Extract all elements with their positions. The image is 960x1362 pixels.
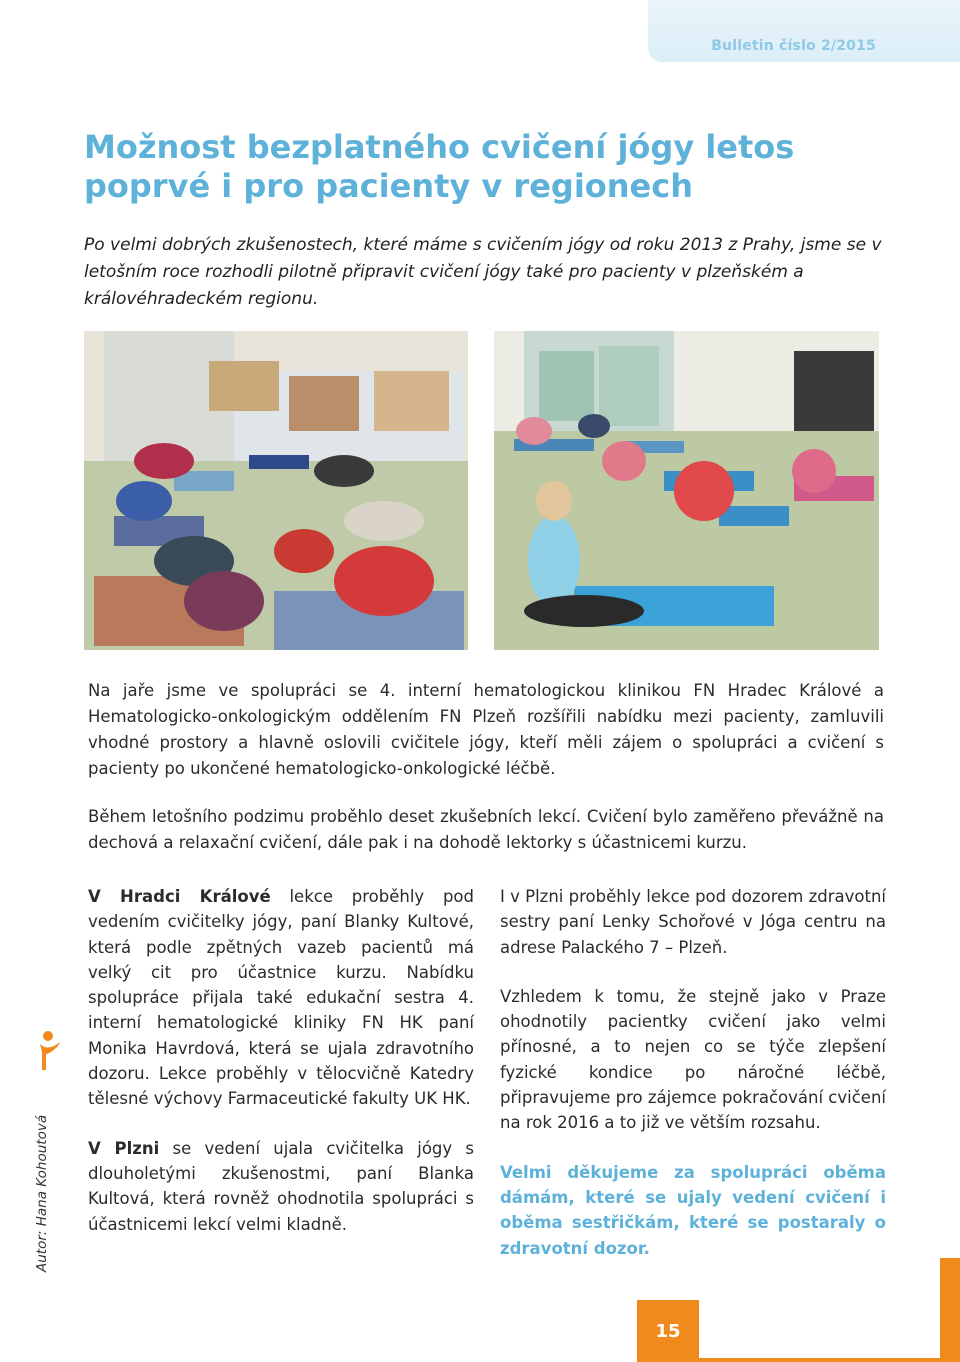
paragraph-1: Na jaře jsme ve spolupráci se 4. interní hematologickou klinikou FN Hradec Králové a Hematologicko-onkologickým oddělením FN Plzeň rozšířili nabídku mezi pacienty, zamluvili vhodné prostory a hlavně oslovili cvičitele jógy, kteří měli zájem o spolupráci a cvičení s pacienty po ukončené hematologicko-onkologické léčbě. [88, 681, 884, 778]
left-paragraph-2 [88, 1136, 474, 1237]
right-paragraph-2: Vzhledem k tomu, že stejně jako v Praze ohodnotily pacientky cvičení jako velmi přínosné, a to nejen co se týče zlepšení fyzické kondice po náročné léčbě, připravujeme pro zájemce pokračování cvičení na rok 2016 a to již ve větším rozsahu. [500, 986, 886, 1133]
article-lead: Po velmi dobrých zkušenostech, které máme s cvičením jógy od roku 2013 z Prahy, jsme se v letošním roce rozhodli pilotně připravit cvičení jógy také pro pacienty v plzeňském a královéhradeckém regionu. [84, 235, 882, 309]
left-paragraph-1 [88, 884, 474, 1112]
yoga-photo-left [84, 331, 468, 650]
title-line-2: poprvé i pro pacienty v regionech [84, 167, 693, 205]
author-person-icon [32, 1030, 64, 1074]
left-column [88, 884, 474, 1261]
author-credit: Autor: Hana Kohoutová [34, 1114, 50, 1272]
yoga-photo-right [494, 331, 879, 650]
plzen-label: V Plzni [88, 1138, 160, 1158]
right-column [500, 884, 886, 1285]
corner-decoration [940, 1258, 960, 1362]
closing-thanks: Velmi děkujeme za spolupráci oběma dámám, které se ujaly vedení cvičení i oběma sestřičkám, které se postaraly o zdravotní dozor. [500, 1162, 886, 1258]
page-number: 15 [637, 1300, 699, 1362]
right-paragraph-1: I v Plzni proběhly lekce pod dozorem zdravotní sestry paní Lenky Schořové v Jóga centru na adrese Palackého 7 – Plzeň. [500, 887, 886, 957]
title-line-1: Možnost bezplatného cvičení jógy letos [84, 128, 795, 166]
hradec-label: V Hradci Králové [88, 887, 271, 906]
paragraph-2: Během letošního podzimu proběhlo deset zkušebních lekcí. Cvičení bylo zaměřeno převážně na dechová a relaxační cvičení, dále pak i na dohodě lektorky s účastnicemi kurzu. [88, 807, 884, 852]
left-paragraph-2-text: se vedení ujala cvičitelka jógy s dlouholetými zkušenostmi, paní Blanka Kultová, která rovněž ohodnotila spolupráci s účastnicemi lekcí velmi kladně. [88, 1138, 474, 1234]
left-paragraph-1-text: lekce proběhly pod vedením cvičitelky jógy, paní Blanky Kultové, která podle zpětných vazeb pacientů má velký cit pro účastnice kurzu. Nabídku spolupráce přijala také edukační sestra 4. interní hematologické kliniky FN HK paní Monika Havrdová, která se ujala zdravotního dozoru. Lekce proběhly v tělocvičně Katedry tělesné výchovy Farmaceutické fakulty UK HK. [88, 887, 474, 1109]
article-title [84, 128, 904, 206]
bulletin-label: Bulletin číslo 2/2015 [711, 38, 876, 54]
